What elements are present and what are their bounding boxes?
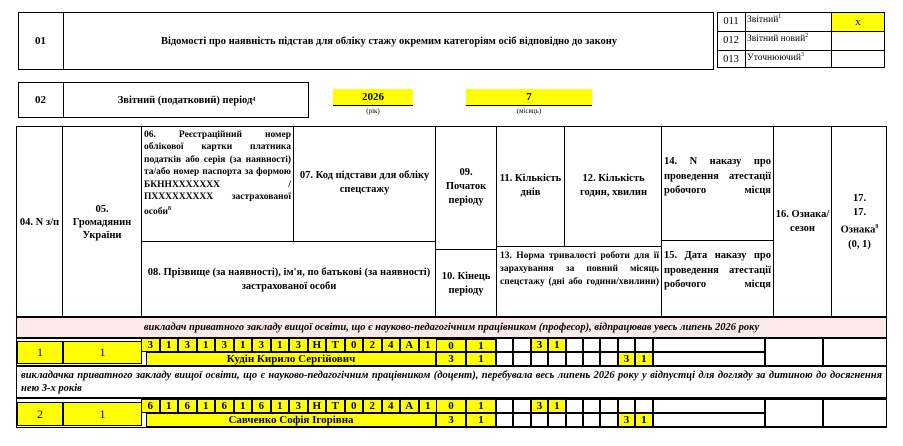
col-header-10: 10. Кінець періоду (441, 271, 491, 296)
days-cell[interactable]: 3 (531, 338, 548, 352)
code-char-cell[interactable]: 2 (363, 399, 382, 413)
record-end-1-d2[interactable]: 1 (466, 352, 496, 366)
record-name-2[interactable]: Савченко Софія Ігорівна (146, 413, 436, 427)
code-char-cell[interactable]: А (400, 399, 419, 413)
norm-empty-cell[interactable] (531, 413, 548, 427)
report-type-label-013: Уточнюючий$^3$ (747, 52, 804, 64)
id-digit-cell[interactable]: 3 (289, 399, 308, 413)
norm-empty-cell[interactable] (548, 413, 565, 427)
id-digit-cell[interactable]: 6 (178, 399, 197, 413)
col-line (293, 126, 294, 241)
report-type-code-011: 011 (723, 16, 739, 27)
time-cell[interactable] (600, 338, 617, 352)
period-year-field[interactable]: 2026 (333, 89, 413, 106)
col-header-04: 04. N з/п (19, 216, 60, 228)
period-month-caption: (місяць) (516, 106, 542, 115)
flag-cell[interactable] (823, 338, 887, 366)
record-right-cells-2 (496, 399, 887, 427)
report-type-mark-013[interactable] (832, 51, 884, 68)
col-header-08: 08. Прізвище (за наявності), ім'я, по батькові (за наявності) застрахованої особи (147, 267, 431, 292)
id-digit-cell[interactable]: 1 (160, 338, 179, 352)
id-digit-cell[interactable]: 1 (234, 399, 253, 413)
report-type-mark-011[interactable]: x (832, 13, 884, 31)
code-char-cell[interactable]: 1 (419, 399, 438, 413)
period-month-field[interactable]: 7 (466, 89, 592, 106)
period-year-caption: (рік) (366, 106, 380, 115)
record-right-cells-1 (496, 338, 887, 366)
norm-empty-cell[interactable] (583, 352, 600, 366)
days-cell[interactable]: 1 (548, 338, 565, 352)
time-cell[interactable] (583, 338, 600, 352)
record-num-1[interactable]: 1 (17, 341, 63, 364)
code-char-cell[interactable]: 2 (363, 338, 382, 352)
col-header-16: 16. Ознака/ сезон (775, 209, 830, 234)
period-label: Звітний (податковий) період 4 (117, 94, 256, 106)
time-cell[interactable] (566, 338, 583, 352)
norm-empty-cell[interactable] (531, 352, 548, 366)
id-digit-cell[interactable]: 3 (289, 338, 308, 352)
report-type-mark-012[interactable] (832, 32, 884, 50)
id-digit-cell[interactable]: 1 (197, 399, 216, 413)
time-cell[interactable] (600, 399, 617, 413)
time-cell[interactable] (513, 399, 530, 413)
time-cell[interactable] (566, 399, 583, 413)
col-line (773, 126, 774, 317)
field-code-02: 02 (35, 94, 46, 106)
col-line (831, 126, 832, 317)
time-cell[interactable] (618, 338, 635, 352)
norm-empty-cell[interactable] (548, 352, 565, 366)
code-char-cell[interactable]: 1 (419, 338, 438, 352)
col-line (435, 126, 436, 317)
record-note-2: викладачка приватного закладу вищої освіти, що є науково-педагогічним працівником (доцент), перебувала весь липень 2026 року у відпустці для догляду за дитиною до досягнення нею 3-х років (16, 366, 887, 398)
form-title: Відомості про наявність підстав для обліку стажу окремим категоріям осіб відповідно до закону (160, 35, 618, 47)
time-cell[interactable] (513, 338, 530, 352)
record-citizen-1[interactable]: 1 (63, 341, 142, 364)
record-start-1-d1[interactable]: 0 (436, 339, 466, 352)
record-end-2-d2[interactable]: 1 (466, 413, 496, 427)
id-digit-cell[interactable]: 3 (178, 338, 197, 352)
record-start-2-d1[interactable]: 0 (436, 399, 466, 413)
col-header-14: 14. N наказу про проведення атестації робочого місця (664, 156, 771, 196)
time-cell[interactable] (496, 399, 513, 413)
col-header-12: 12. Кількість годин, хвилин (579, 173, 648, 198)
norm-cell[interactable]: 3 (618, 413, 635, 427)
code-char-cell[interactable]: Т (326, 399, 345, 413)
season-cell[interactable] (765, 338, 823, 366)
time-cell[interactable] (635, 338, 652, 352)
record-citizen-2[interactable]: 1 (63, 402, 142, 426)
col-line (496, 126, 497, 317)
report-type-label-012: Звітний новий$^2$ (747, 33, 809, 45)
col-line (62, 126, 63, 317)
col-header-11: 11. Кількість днів (499, 173, 562, 198)
record-num-2[interactable]: 2 (17, 402, 63, 426)
report-type-label-011: Звітний$^1$ (747, 14, 782, 26)
id-digit-cell[interactable]: 6 (215, 399, 234, 413)
code-char-cell[interactable]: Н (308, 338, 327, 352)
row-line (435, 249, 497, 250)
norm-empty-cell[interactable] (496, 352, 513, 366)
id-digit-cell[interactable]: 1 (271, 399, 290, 413)
norm-empty-cell[interactable] (513, 352, 530, 366)
col-line (141, 126, 142, 317)
col-header-17: 17. 17. Ознака$^9$ (0, 1) (840, 193, 879, 250)
row-line (496, 246, 662, 247)
season-cell[interactable] (765, 399, 823, 427)
norm-cell[interactable]: 3 (618, 352, 635, 366)
col-header-13: 13. Норма тривалості роботи для її зарахування за повний місяць спецстажу (дні або години/хвилини) (500, 251, 659, 287)
id-digit-cell[interactable]: 1 (234, 338, 253, 352)
col-header-07: 07. Код підстави для обліку спецстажу (299, 170, 430, 195)
record-end-1-d1[interactable]: 3 (436, 352, 466, 366)
id-digit-cell[interactable]: 3 (215, 338, 234, 352)
record-id-code-cells-1 (141, 338, 437, 352)
report-type-code-013: 013 (723, 53, 739, 65)
time-cell[interactable] (496, 338, 513, 352)
code-char-cell[interactable]: 4 (382, 399, 401, 413)
flag-cell[interactable] (823, 399, 887, 427)
order-number-cell[interactable] (653, 338, 765, 352)
record-end-2-d1[interactable]: 3 (436, 413, 466, 427)
id-digit-cell[interactable]: 1 (160, 399, 179, 413)
record-id-code-cells-2 (141, 399, 437, 413)
code-char-cell[interactable]: 0 (345, 399, 364, 413)
id-digit-cell[interactable]: 1 (271, 338, 290, 352)
row-line (661, 240, 774, 241)
time-cell[interactable] (618, 399, 635, 413)
col-header-06: 06. Реєстраційний номер облікової картки платника податків або серія (за наявності) та/або номер паспорта за формою БКННХХХХХХХ / ПХХХХХХХХХ застрахованої особи$^8$ (144, 130, 291, 218)
col-line (661, 126, 662, 317)
id-digit-cell[interactable]: 6 (141, 399, 160, 413)
report-type-col-line (745, 12, 746, 68)
row-line (141, 241, 436, 242)
code-char-cell[interactable]: 4 (382, 338, 401, 352)
id-digit-cell[interactable]: 6 (252, 399, 271, 413)
code-char-cell[interactable]: Н (308, 399, 327, 413)
order-number-cell[interactable] (653, 399, 765, 413)
col-header-05: 05. Громадянин України (72, 203, 132, 241)
norm-empty-cell[interactable] (566, 413, 583, 427)
norm-empty-cell[interactable] (600, 352, 617, 366)
code-char-cell[interactable]: 0 (345, 338, 364, 352)
norm-empty-cell[interactable] (583, 413, 600, 427)
norm-empty-cell[interactable] (600, 413, 617, 427)
time-cell[interactable] (635, 399, 652, 413)
days-cell[interactable]: 1 (548, 399, 565, 413)
record-name-1[interactable]: Кудін Кирило Сергійович (146, 352, 436, 366)
record-start-1-d2[interactable]: 1 (466, 339, 496, 352)
col-header-09: 09. Початок періоду (445, 167, 487, 206)
field-code-01: 01 (35, 35, 46, 47)
report-type-code-012: 012 (723, 35, 739, 46)
order-date-cell[interactable] (653, 413, 765, 427)
norm-empty-cell[interactable] (513, 413, 530, 427)
days-cell[interactable]: 3 (531, 399, 548, 413)
time-cell[interactable] (583, 399, 600, 413)
code-char-cell[interactable]: Т (326, 338, 345, 352)
record-note-1: викладач приватного закладу вищої освіти, що є науково-педагогічним працівником (професор), відпрацював увесь липень 2026 року (16, 317, 887, 338)
record-start-2-d2[interactable]: 1 (466, 399, 496, 413)
norm-empty-cell[interactable] (566, 352, 583, 366)
norm-cell[interactable]: 1 (635, 352, 652, 366)
code-char-cell[interactable]: А (400, 338, 419, 352)
order-date-cell[interactable] (653, 352, 765, 366)
norm-cell[interactable]: 1 (635, 413, 652, 427)
col-header-15: 15. Дата наказу про проведення атестації робочого місця (664, 250, 771, 290)
id-digit-cell[interactable]: 1 (197, 338, 216, 352)
col-line (564, 126, 565, 246)
norm-empty-cell[interactable] (496, 413, 513, 427)
id-digit-cell[interactable]: 3 (141, 338, 160, 352)
id-digit-cell[interactable]: 3 (252, 338, 271, 352)
